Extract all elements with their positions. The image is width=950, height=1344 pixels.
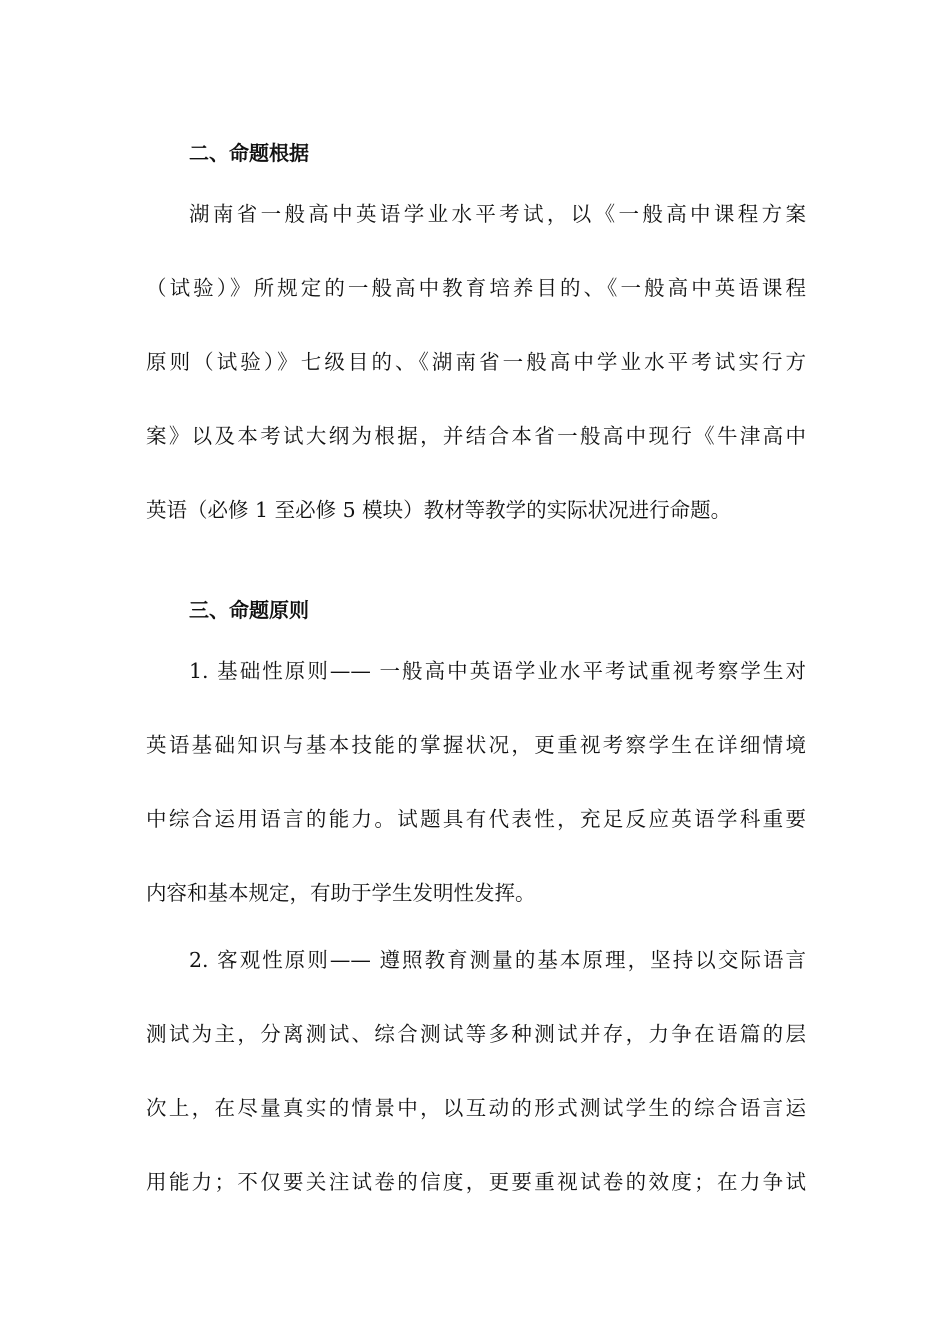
paragraph-line: 用能力；不仅要关注试卷的信度，更要重视试卷的效度；在力争试	[146, 1170, 806, 1194]
paragraph-line: 中综合运用语言的能力。试题具有代表性，充足反应英语学科重要	[146, 807, 806, 831]
paragraph-line: 测试为主，分离测试、综合测试等多种测试并存，力争在语篇的层	[146, 1022, 806, 1046]
paragraph-line: 内容和基本规定，有助于学生发明性发挥。	[146, 881, 536, 905]
paragraph-line: 原则（试验）》七级目的、《湖南省一般高中学业水平考试实行方	[146, 350, 806, 374]
paragraph-line: （试验）》所规定的一般高中教育培养目的、《一般高中英语课程	[146, 276, 806, 300]
section-heading-basis: 二、命题根据	[189, 141, 309, 165]
paragraph-line: 2. 客观性原则—— 遵照教育测量的基本原理，坚持以交际语言	[189, 948, 806, 972]
section-heading-principles: 三、命题原则	[189, 598, 309, 622]
paragraph-line: 案》以及本考试大纲为根据，并结合本省一般高中现行《牛津高中	[146, 424, 806, 448]
paragraph-line: 1. 基础性原则—— 一般高中英语学业水平考试重视考察学生对	[189, 659, 806, 683]
paragraph-line: 英语基础知识与基本技能的掌握状况，更重视考察学生在详细情境	[146, 733, 806, 757]
paragraph-line: 次上，在尽量真实的情景中，以互动的形式测试学生的综合语言运	[146, 1096, 806, 1120]
paragraph-line: 英语（必修 1 至必修 5 模块）教材等教学的实际状况进行命题。	[146, 498, 732, 522]
paragraph-line: 湖南省一般高中英语学业水平考试，以《一般高中课程方案	[189, 202, 806, 226]
